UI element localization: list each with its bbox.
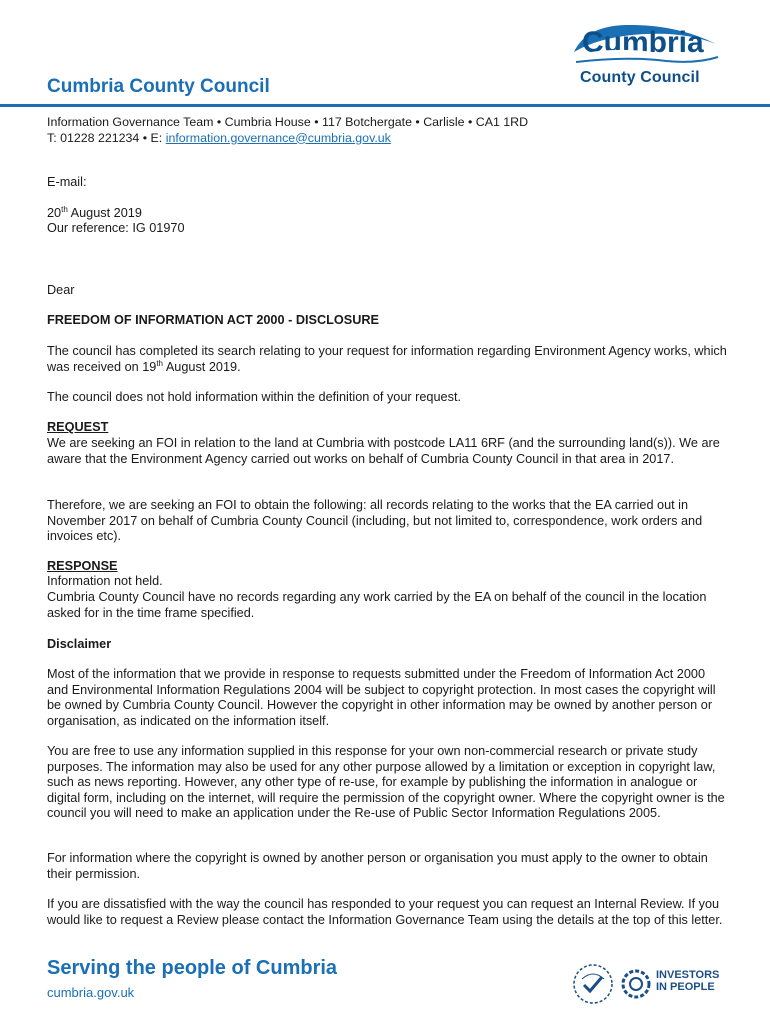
request-paragraph-2: Therefore, we are seeking an FOI to obtain the following: all records relating to the works that the EA carried out in November 2017 on behalf of Cumbria County Council (including, but not limited to, correspondence, work orders and invoices etc). bbox=[47, 498, 703, 543]
intro-sup: th bbox=[156, 358, 163, 368]
intro-text: The council has completed its search relating to your request for information regarding Environment Agency works, which was received on 19 bbox=[47, 344, 727, 374]
cumbria-logo-mark-icon bbox=[566, 22, 726, 72]
investors-in-people-icon bbox=[620, 963, 652, 1005]
not-held-paragraph: The council does not hold information within the definition of your request. bbox=[47, 390, 461, 404]
salutation: Dear bbox=[47, 283, 75, 297]
date-day: 20 bbox=[47, 206, 62, 220]
disclaimer-paragraph-2: You are free to use any information supplied in this response for your own non-commercial research or private study purposes. The information may also be used for any other purpose allowed by a limitation or exception in copyright law, such as news reporting. However, any other type of re-use, for example by publishing the information in analogue or digital form, including on the internet, will require the permission of the copyright owner. Where the copyright owner is the council you will need to make an application under the Re-use of Public Sector Information Regulations 2005. bbox=[47, 744, 725, 820]
email-label: E-mail: bbox=[47, 175, 87, 189]
investors-in-people-badge bbox=[620, 963, 730, 1005]
phone-text: T: 01228 221234 • E: bbox=[47, 130, 166, 145]
logo-wordmark: Cumbria bbox=[582, 26, 704, 59]
date-suffix: th bbox=[61, 204, 68, 214]
cumbria-logo bbox=[566, 22, 726, 94]
disclaimer-paragraph-4: If you are dissatisfied with the way the council has responded to your request you can request an Internal Review. If you would like to request a Review please contact the Information Governance Team using the details at the top of this letter. bbox=[47, 897, 723, 927]
letter-date bbox=[47, 206, 727, 222]
our-reference: Our reference: IG 01970 bbox=[47, 221, 185, 235]
request-heading: REQUEST bbox=[47, 420, 109, 434]
council-title: Cumbria County Council bbox=[47, 76, 270, 97]
contact-line bbox=[47, 131, 528, 147]
disclaimer-paragraph-1: Most of the information that we provide in response to requests submitted under the Freedom of Information Act 2000 and Environmental Information Regulations 2004 will be subject to copyright protection. In most cases the copyright will be owned by Cumbria County Council. However the copyright in other information may be owned by another person or organisation, as indicated on the information itself. bbox=[47, 667, 716, 728]
date-rest: August 2019 bbox=[67, 206, 142, 220]
address-line: Information Governance Team • Cumbria House • 117 Botchergate • Carlisle • CA1 1RD bbox=[47, 115, 529, 129]
request-paragraph-1: We are seeking an FOI in relation to the land at Cumbria with postcode LA11 6RF (and the surrounding land(s)). We are aware that the Environment Agency carried out works on behalf of Cumbria County Council in that area in 2017. bbox=[47, 436, 720, 466]
letter-subject: FREEDOM OF INFORMATION ACT 2000 - DISCLOSURE bbox=[47, 313, 380, 327]
intro-text-end: August 2019. bbox=[163, 359, 241, 374]
response-line-2: Cumbria County Council have no records regarding any work carried by the EA on behalf of the council in the location asked for in the time frame specified. bbox=[47, 590, 707, 620]
footer-slogan: Serving the people of Cumbria bbox=[47, 957, 338, 979]
disclaimer-heading: Disclaimer bbox=[47, 637, 112, 651]
email-link[interactable]: information.governance@cumbria.gov.uk bbox=[165, 130, 391, 145]
response-line-1: Information not held. bbox=[47, 574, 163, 588]
contact-block bbox=[47, 115, 528, 146]
response-heading: RESPONSE bbox=[47, 559, 118, 573]
disclaimer-paragraph-3: For information where the copyright is owned by another person or organisation you must apply to the owner to obtain their permission. bbox=[47, 851, 708, 881]
intro-paragraph bbox=[47, 344, 727, 375]
investors-in-people-text: INVESTORS IN PEOPLE bbox=[656, 969, 720, 993]
footer-website-link[interactable]: cumbria.gov.uk bbox=[47, 985, 135, 1000]
logo-subtitle: County Council bbox=[580, 69, 700, 86]
accreditation-badge-icon bbox=[572, 963, 614, 1005]
header-divider bbox=[0, 104, 770, 107]
